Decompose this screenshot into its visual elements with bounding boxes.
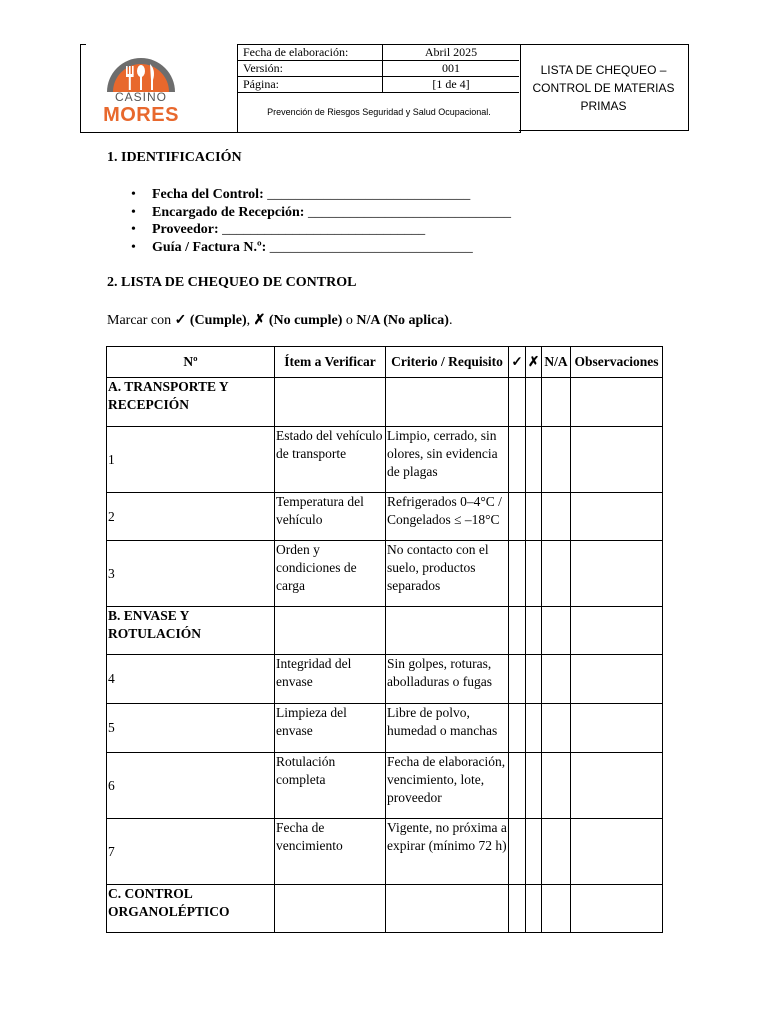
document-control-info (237, 44, 521, 133)
cell-criterio: Limpio, cerrado, sin olores, sin evidencia de plagas (386, 427, 509, 493)
checklist-table (106, 346, 663, 933)
instr-na: N/A (No aplica) (356, 313, 449, 328)
cell-na[interactable] (542, 704, 571, 753)
cell-criterio: Fecha de elaboración, vencimiento, lote, proveedor (386, 753, 509, 819)
field-guia-factura (131, 239, 511, 257)
field-encargado (131, 204, 511, 222)
cell-observaciones[interactable] (571, 607, 663, 655)
field-label: Guía / Factura N.º: (152, 239, 267, 255)
field-label: Fecha del Control: (152, 187, 264, 202)
cell-na[interactable] (542, 885, 571, 933)
cell-cumple[interactable] (509, 427, 526, 493)
cell-criterio: Libre de polvo, humedad o manchas (386, 704, 509, 753)
field-blank[interactable]: _____________________________ (222, 222, 426, 237)
table-row (107, 655, 663, 704)
control-row (238, 45, 519, 61)
marking-instructions (107, 312, 452, 329)
field-proveedor (131, 221, 511, 239)
cell-num: 5 (107, 704, 275, 753)
cell-item (275, 607, 386, 655)
instr-sep: o (342, 313, 357, 328)
cell-num: B. ENVASE Y ROTULACIÓN (107, 607, 275, 655)
field-label: Encargado de Recepción: (152, 204, 305, 220)
section-row (107, 607, 663, 655)
col-header-item: Ítem a Verificar (275, 347, 386, 378)
cell-item: Orden y condiciones de carga (275, 541, 386, 607)
cell-item: Integridad del envase (275, 655, 386, 704)
cell-num: 7 (107, 819, 275, 885)
cell-item: Rotulación completa (275, 753, 386, 819)
cell-na[interactable] (542, 493, 571, 541)
col-header-observaciones: Observaciones (571, 347, 663, 378)
col-header-na: N/A (542, 347, 571, 378)
cell-observaciones[interactable] (571, 655, 663, 704)
section-checklist-title: 2. LISTA DE CHEQUEO DE CONTROL (107, 275, 357, 290)
cell-num: C. CONTROL ORGANOLÉPTICO (107, 885, 275, 933)
document-title: LISTA DE CHEQUEO – CONTROL DE MATERIAS PRIMAS (519, 44, 689, 131)
cell-criterio (386, 607, 509, 655)
cell-na[interactable] (542, 819, 571, 885)
cell-criterio: No contacto con el suelo, productos separados (386, 541, 509, 607)
cell-no-cumple[interactable] (526, 655, 542, 704)
cell-cumple[interactable] (509, 704, 526, 753)
table-row (107, 704, 663, 753)
field-fecha-control (131, 186, 511, 204)
cell-cumple[interactable] (509, 655, 526, 704)
cell-num: 6 (107, 753, 275, 819)
field-label: Proveedor: (152, 222, 219, 237)
control-row (238, 61, 519, 77)
cell-na[interactable] (542, 607, 571, 655)
logo-casino-text: CASINO (114, 90, 167, 104)
instr-cumple: ✓ (Cumple) (174, 313, 247, 328)
cell-item: Temperatura del vehículo (275, 493, 386, 541)
col-header-criterio: Criterio / Requisito (386, 347, 509, 378)
cell-observaciones[interactable] (571, 704, 663, 753)
control-value: [1 de 4] (383, 77, 520, 93)
casino-mores-logo (99, 48, 183, 126)
control-label: Versión: (238, 61, 383, 77)
cell-item: Fecha de vencimiento (275, 819, 386, 885)
cell-observaciones[interactable] (571, 493, 663, 541)
control-value: 001 (383, 61, 520, 77)
cell-num: 2 (107, 493, 275, 541)
cell-criterio: Sin golpes, roturas, abolladuras o fugas (386, 655, 509, 704)
cell-observaciones[interactable] (571, 541, 663, 607)
cell-na[interactable] (542, 655, 571, 704)
table-header-row (107, 347, 663, 378)
cell-no-cumple[interactable] (526, 493, 542, 541)
cell-item: Estado del vehículo de transporte (275, 427, 386, 493)
logo-mores-text: MORES (103, 104, 179, 126)
cell-cumple[interactable] (509, 607, 526, 655)
cell-na[interactable] (542, 378, 571, 427)
cell-observaciones[interactable] (571, 819, 663, 885)
control-value: Abril 2025 (383, 45, 520, 61)
control-label: Fecha de elaboración: (238, 45, 383, 61)
cell-no-cumple[interactable] (526, 541, 542, 607)
control-label: Página: (238, 77, 383, 93)
table-row (107, 493, 663, 541)
cell-no-cumple[interactable] (526, 427, 542, 493)
table-row (107, 819, 663, 885)
cell-no-cumple[interactable] (526, 819, 542, 885)
document-control-table (238, 45, 519, 93)
cell-observaciones[interactable] (571, 885, 663, 933)
cell-num: 1 (107, 427, 275, 493)
cell-na[interactable] (542, 427, 571, 493)
cell-observaciones[interactable] (571, 753, 663, 819)
cell-na[interactable] (542, 541, 571, 607)
cell-num: A. TRANSPORTE Y RECEPCIÓN (107, 378, 275, 427)
cell-criterio: Vigente, no próxima a expirar (mínimo 72 h) (386, 819, 509, 885)
document-header (80, 44, 689, 132)
cell-criterio: Refrigerados 0–4°C / Congelados ≤ –18°C (386, 493, 509, 541)
field-blank[interactable]: _____________________________ (267, 187, 471, 202)
logo-emblem (99, 48, 183, 92)
identification-fields (131, 186, 511, 256)
cell-cumple[interactable] (509, 885, 526, 933)
control-row (238, 77, 519, 93)
cell-criterio (386, 378, 509, 427)
table-row (107, 427, 663, 493)
cell-no-cumple[interactable] (526, 704, 542, 753)
col-header-no-cumple: ✗ (526, 347, 542, 378)
field-blank[interactable]: _____________________________ (269, 239, 473, 255)
cell-cumple[interactable] (509, 541, 526, 607)
cell-cumple[interactable] (509, 378, 526, 427)
section-row (107, 885, 663, 933)
cell-observaciones[interactable] (571, 378, 663, 427)
cell-cumple[interactable] (509, 753, 526, 819)
cell-no-cumple[interactable] (526, 885, 542, 933)
cell-cumple[interactable] (509, 819, 526, 885)
cell-item: Limpieza del envase (275, 704, 386, 753)
instr-sep: , (246, 313, 254, 328)
col-header-num: Nº (107, 347, 275, 378)
section-identificacion-title: 1. IDENTIFICACIÓN (107, 150, 242, 165)
cell-cumple[interactable] (509, 493, 526, 541)
checklist-body (107, 378, 663, 933)
cell-na[interactable] (542, 753, 571, 819)
logo-cell (80, 44, 238, 133)
col-header-cumple: ✓ (509, 347, 526, 378)
cell-num: 3 (107, 541, 275, 607)
cell-item (275, 378, 386, 427)
table-row (107, 753, 663, 819)
cell-item (275, 885, 386, 933)
cell-observaciones[interactable] (571, 427, 663, 493)
instr-suffix: . (448, 313, 453, 328)
field-blank[interactable]: _____________________________ (307, 204, 511, 220)
department-subtitle: Prevención de Riesgos Seguridad y Salud Ocupacional. (267, 107, 491, 117)
instr-prefix: Marcar con (107, 313, 175, 328)
cell-no-cumple[interactable] (526, 753, 542, 819)
cell-num: 4 (107, 655, 275, 704)
cell-no-cumple[interactable] (526, 378, 542, 427)
cell-no-cumple[interactable] (526, 607, 542, 655)
section-row (107, 378, 663, 427)
instr-no-cumple: ✗ (No cumple) (253, 313, 343, 328)
table-row (107, 541, 663, 607)
cell-criterio (386, 885, 509, 933)
